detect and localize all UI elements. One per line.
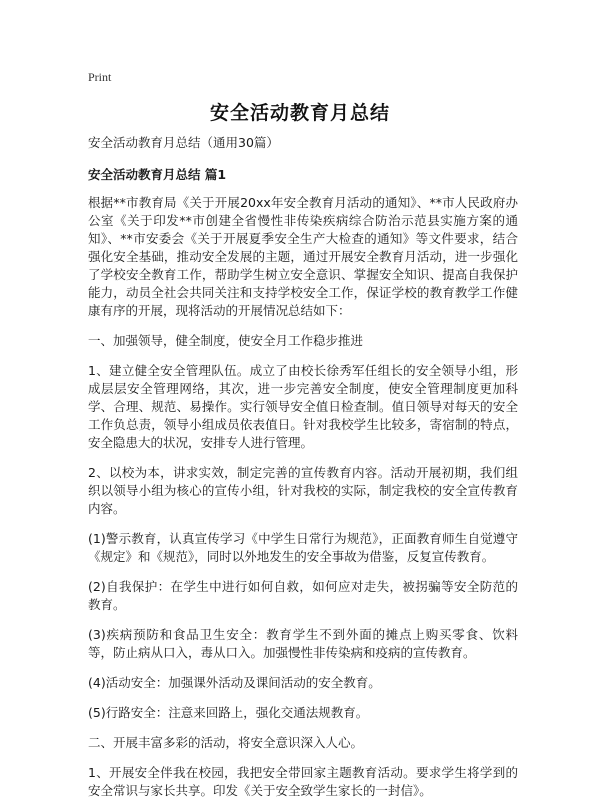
- paragraph-item-2: 2、以校为本，讲求实效，制定完善的宣传教育内容。活动开展初期，我们组织以领导小组为核心的宣传小组，针对我校的实际，制定我校的安全宣传教育内容。: [88, 465, 518, 516]
- paragraph-subitem-4: (4)活动安全：加强课外活动及课间活动的安全教育。: [88, 675, 381, 690]
- paragraph-subitem-2: (2)自我保护：在学生中进行如何自救，如何应对走失，被拐骗等安全防范的教育。: [88, 579, 518, 612]
- paragraph-subitem-3: (3)疾病预防和食品卫生安全：教育学生不到外面的摊点上购买零食、饮料等，防止病从口入，毒从口入。加强慢性非传染病和疫病的宣传教育。: [88, 627, 518, 660]
- document-body: [88, 134, 518, 812]
- section-heading: 安全活动教育月总结 篇1: [88, 167, 227, 182]
- paragraph-subitem-5: (5)行路安全：注意来回路上，强化交通法规教育。: [88, 705, 369, 720]
- paragraph-item-1: 1、建立健全安全管理队伍。成立了由校长徐秀军任组长的安全领导小组，形成层层安全管理网络，其次，进一步完善安全制度，使安全管理制度更加科学、合理、规范、易操作。实行领导安全值日检查制。值日领导对每天的安全工作负总责，领导小组成员依表值日。针对我校学生比较多，寄宿制的特点，安全隐患大的状况，安排专人进行管理。: [88, 363, 518, 450]
- document-subtitle: 安全活动教育月总结（通用30篇）: [88, 135, 279, 150]
- page-title: 安全活动教育月总结: [209, 102, 390, 124]
- print-label: Print: [88, 70, 112, 84]
- paragraph-heading-1: 一、加强领导，健全制度，使安全月工作稳步推进: [88, 333, 364, 348]
- paragraph-item-3: 1、开展安全伴我在校园，我把安全带回家主题教育活动。要求学生将学到的安全常识与家长共享。印发《关于安全致学生家长的一封信》。: [88, 765, 518, 798]
- paragraph-heading-2: 二、开展丰富多彩的活动，将安全意识深入人心。: [88, 735, 364, 750]
- paragraph-intro: 根据**市教育局《关于开展20xx年安全教育月活动的通知》、**市人民政府办公室《关于印发**市创建全省慢性非传染疾病综合防治示范县实施方案的通知》、**市安委会《关于开展夏季安全生产大检查的通知》等文件要求，结合强化安全基础，推动安全发展的主题，通过开展安全教育月活动，进一步强化了学校安全教育工作，帮助学生树立安全意识、掌握安全知识、提高自我保护能力，动员全社会共同关注和支持学校安全工作，保证学校的教育教学工作健康有序的开展，现将活动的开展情况总结如下：: [88, 195, 518, 318]
- paragraph-subitem-1: (1)警示教育，认真宣传学习《中学生日常行为规范》，正面教育师生自觉遵守《规定》和《规范》，同时以外地发生的安全事故为借鉴，反复宣传教育。: [88, 531, 518, 564]
